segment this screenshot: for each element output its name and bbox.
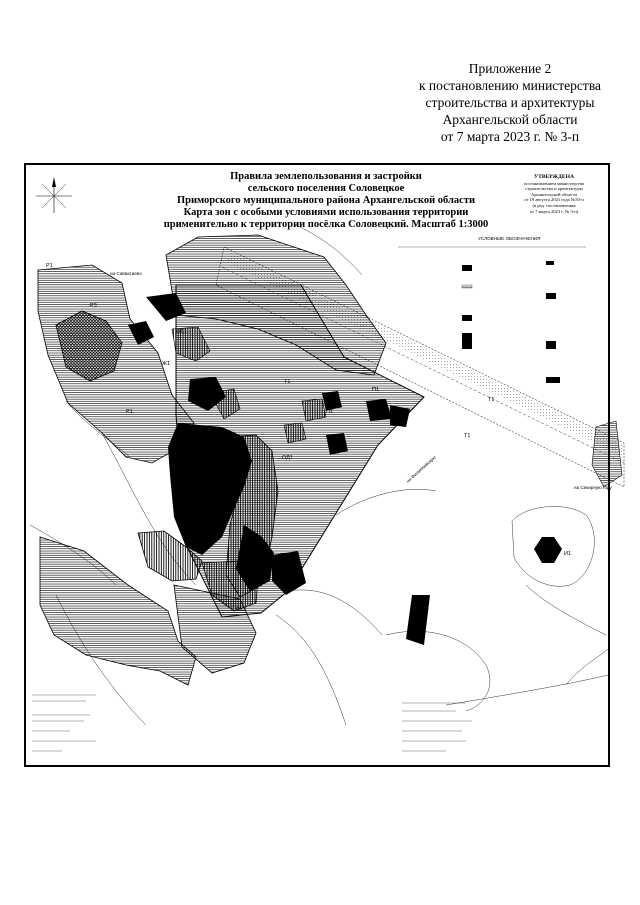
- approval-heading: УТВЕРЖДЕНА: [533, 174, 575, 180]
- zone-label: ОД1: [176, 329, 187, 335]
- appendix-line: от 7 марта 2023 г. № 3-п: [440, 129, 580, 144]
- zone-label: Ж1: [194, 483, 203, 489]
- map-title-line: применительно к территории посёлка Соловецкий. Масштаб 1:3000: [163, 219, 489, 230]
- legend-block: [398, 247, 586, 383]
- road-label-3: на Секирную гору: [574, 485, 612, 490]
- legend-heading: УСЛОВНЫЕ ОБОЗНАЧЕНИЯ: [478, 236, 541, 241]
- legend-notes-bottom: [402, 703, 472, 751]
- zoning-map: [26, 165, 612, 765]
- road-label-1: на Савватиево: [110, 271, 142, 276]
- zone-label: СХ2: [236, 607, 247, 613]
- road-label-2: на Филипповскую: [405, 454, 437, 484]
- zone-area: [592, 421, 622, 487]
- zone-label: Т1: [284, 379, 291, 385]
- approval-line: (в ред. постановления: [532, 202, 576, 208]
- zone-label: П1: [372, 387, 380, 393]
- zone-label: Р1: [46, 263, 53, 269]
- appendix-line: строительства и архитектуры: [425, 95, 595, 110]
- compass-rose-icon: [36, 177, 72, 213]
- approval-line: строительства и архитектуры: [525, 186, 583, 192]
- zone-label: Р3: [90, 303, 97, 309]
- zone-label: Т1: [488, 397, 495, 403]
- zoning-map-sheet: [24, 163, 610, 767]
- zone-label: Р1: [126, 409, 133, 415]
- approval-line: от 7 марта 2023 г. № 3-п): [529, 208, 579, 214]
- approval-line: Архангельской области: [531, 191, 577, 197]
- approval-line: постановлением министерства: [523, 180, 585, 186]
- zone-label: Т1: [464, 433, 471, 439]
- approval-line: от 19 августа 2021 года №50-п: [524, 197, 584, 203]
- map-title-line: Приморского муниципального района Архангельской области: [176, 195, 476, 206]
- zone-label: ОД1: [282, 455, 293, 461]
- legend-notes-left: [32, 695, 96, 751]
- approval-stamp: [502, 175, 606, 214]
- appendix-line: Приложение 2: [468, 61, 552, 76]
- map-title: [146, 171, 506, 231]
- appendix-header: [380, 60, 640, 145]
- zone-label: Ж1: [162, 361, 171, 367]
- map-title-line: сельского поселения Соловецкое: [247, 183, 405, 194]
- appendix-line: к постановлению министерства: [418, 78, 602, 93]
- map-title-line: Правила землепользования и застройки: [230, 171, 422, 182]
- zone-label: П1: [326, 409, 334, 415]
- zone-label: И1: [564, 551, 572, 557]
- map-title-line: Карта зон с особыми условиями использования территории: [183, 207, 469, 218]
- appendix-line: Архангельской области: [442, 112, 578, 127]
